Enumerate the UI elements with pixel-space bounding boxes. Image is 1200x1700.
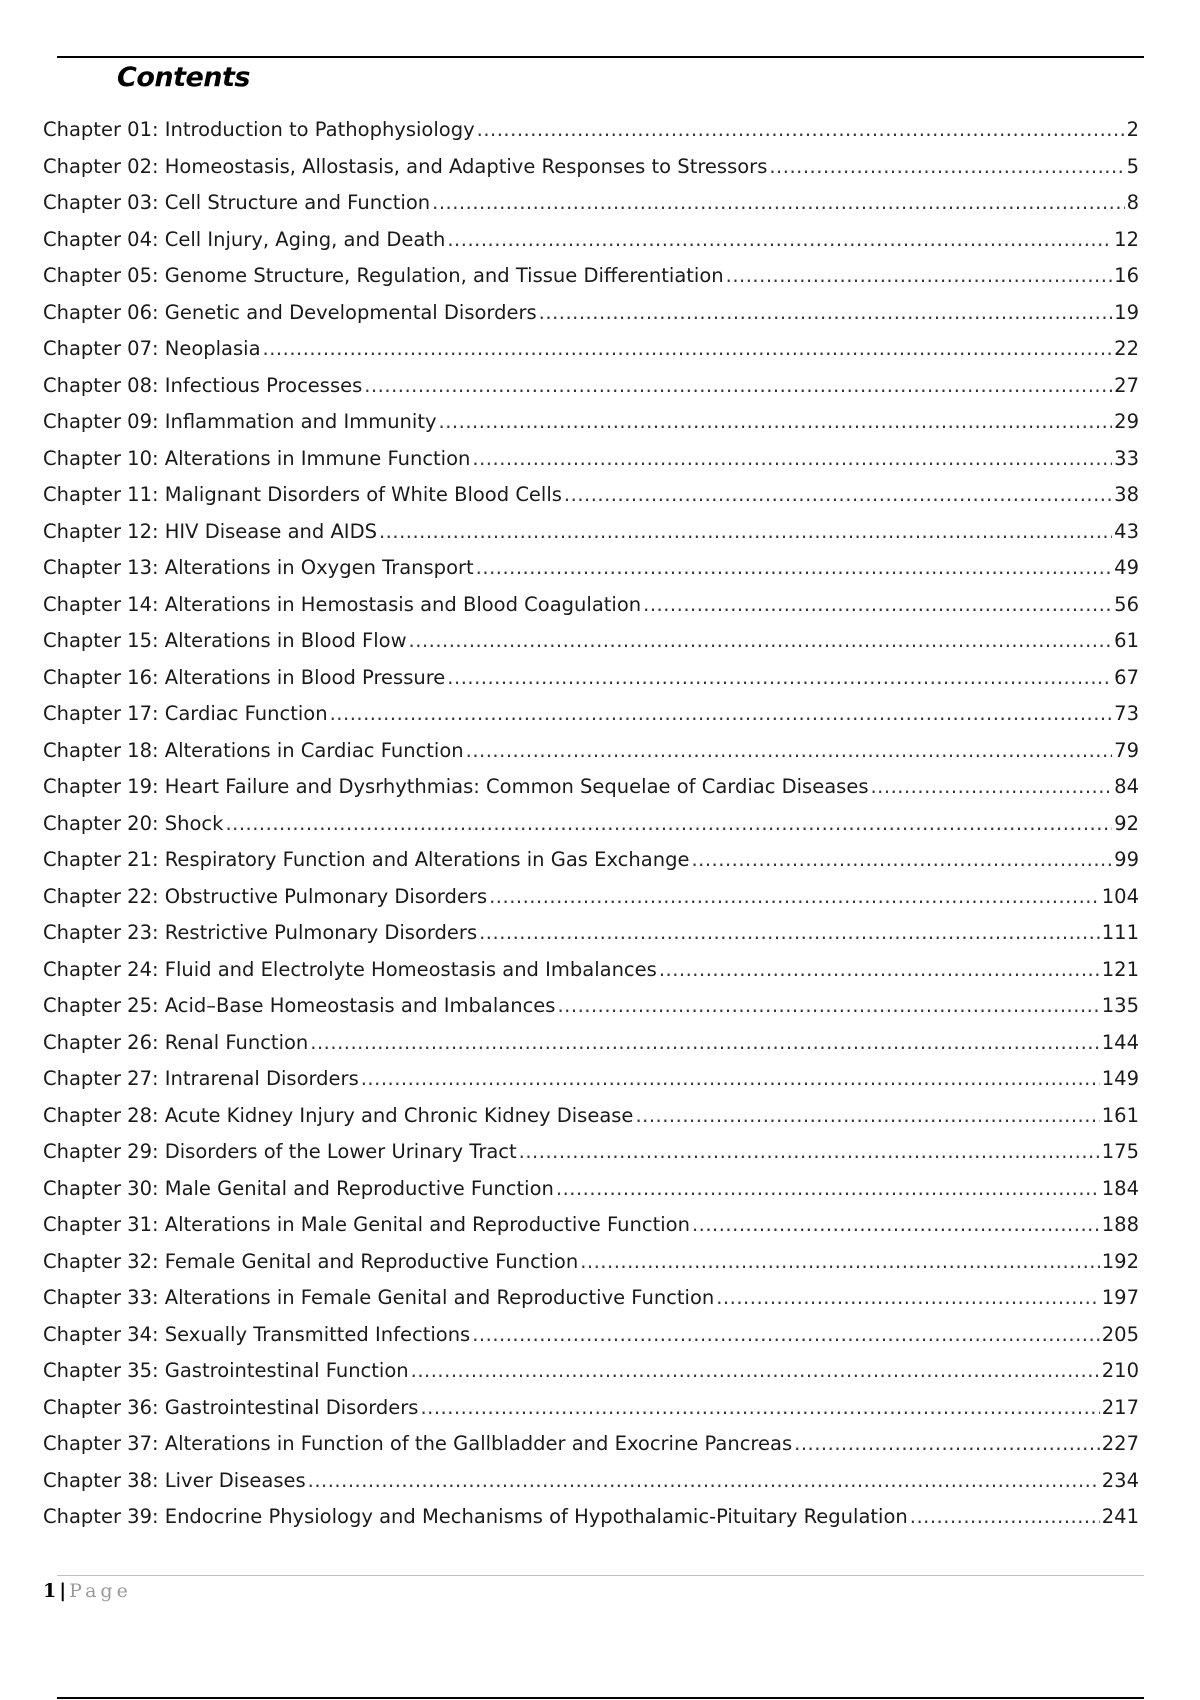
toc-dot-leader [539, 301, 1113, 324]
toc-entry[interactable] [43, 118, 1139, 155]
toc-dot-leader [794, 1432, 1100, 1455]
toc-dot-leader [489, 885, 1100, 908]
toc-entry-title: Chapter 17: Cardiac Function [43, 702, 328, 725]
toc-entry[interactable] [43, 228, 1139, 265]
toc-entry-page-number: 19 [1114, 300, 1139, 324]
toc-entry-title: Chapter 29: Disorders of the Lower Urinary Tract [43, 1140, 517, 1163]
toc-entry-title: Chapter 13: Alterations in Oxygen Transport [43, 556, 474, 579]
toc-entry[interactable] [43, 1286, 1139, 1323]
toc-entry-page-number: 79 [1114, 738, 1139, 762]
toc-dot-leader [411, 1359, 1100, 1382]
toc-entry[interactable] [43, 666, 1139, 703]
toc-entry[interactable] [43, 1323, 1139, 1360]
toc-entry-title: Chapter 22: Obstructive Pulmonary Disorders [43, 884, 488, 908]
toc-entry[interactable] [43, 374, 1139, 411]
toc-entry-title: Chapter 08: Infectious Processes [43, 373, 363, 397]
toc-entry-title: Chapter 12: HIV Disease and AIDS [43, 519, 377, 543]
toc-entry-title: Chapter 03: Cell Structure and Function [43, 191, 431, 214]
toc-entry[interactable] [43, 301, 1139, 338]
toc-dot-leader [557, 994, 1099, 1017]
toc-entry-title: Chapter 07: Neoplasia [43, 337, 261, 360]
toc-dot-leader [477, 118, 1125, 141]
toc-entry[interactable] [43, 1469, 1139, 1506]
toc-dot-leader [225, 812, 1112, 835]
toc-dot-leader [447, 666, 1112, 689]
toc-dot-leader [409, 629, 1113, 652]
toc-dot-leader [659, 958, 1100, 981]
toc-entry-page-number: 43 [1114, 519, 1139, 543]
toc-entry-page-number: 33 [1114, 446, 1139, 470]
toc-entry-page-number: 184 [1101, 1176, 1139, 1200]
toc-entry-page-number: 210 [1101, 1359, 1139, 1382]
toc-entry[interactable] [43, 191, 1139, 228]
toc-entry-title: Chapter 05: Genome Structure, Regulation, and Tissue Differentiation [43, 264, 724, 287]
toc-entry-title: Chapter 35: Gastrointestinal Function [43, 1359, 409, 1382]
toc-dot-leader [420, 1396, 1099, 1419]
toc-dot-leader [361, 1067, 1100, 1090]
toc-entry-title: Chapter 23: Restrictive Pulmonary Disorders [43, 921, 478, 944]
toc-entry-page-number: 12 [1114, 227, 1139, 251]
toc-entry-page-number: 135 [1101, 994, 1139, 1017]
page-footer [43, 1580, 132, 1602]
toc-entry-page-number: 29 [1114, 410, 1139, 433]
toc-entry-page-number: 227 [1101, 1432, 1139, 1455]
toc-entry[interactable] [43, 739, 1139, 776]
toc-entry-title: Chapter 39: Endocrine Physiology and Mechanisms of Hypothalamic-Pituitary Regulation [43, 1505, 908, 1528]
toc-entry[interactable] [43, 994, 1139, 1031]
toc-entry-page-number: 175 [1101, 1140, 1139, 1163]
toc-entry-page-number: 149 [1101, 1067, 1139, 1090]
toc-dot-leader [691, 848, 1112, 871]
toc-entry[interactable] [43, 1432, 1139, 1469]
toc-entry[interactable] [43, 1505, 1139, 1542]
toc-entry-page-number: 205 [1101, 1322, 1139, 1346]
toc-entry[interactable] [43, 1177, 1139, 1214]
toc-entry-page-number: 104 [1101, 884, 1139, 908]
toc-entry-page-number: 188 [1101, 1213, 1139, 1236]
toc-entry-title: Chapter 31: Alterations in Male Genital and Reproductive Function [43, 1213, 690, 1236]
toc-entry-title: Chapter 32: Female Genital and Reproductive Function [43, 1249, 579, 1273]
toc-entry-title: Chapter 09: Inflammation and Immunity [43, 410, 437, 433]
toc-dot-leader [635, 1104, 1099, 1127]
toc-dot-leader [479, 921, 1100, 944]
toc-entry-title: Chapter 36: Gastrointestinal Disorders [43, 1395, 419, 1419]
toc-entry-title: Chapter 25: Acid–Base Homeostasis and Imbalances [43, 994, 556, 1017]
toc-entry[interactable] [43, 264, 1139, 301]
toc-entry[interactable] [43, 848, 1139, 885]
toc-entry-title: Chapter 02: Homeostasis, Allostasis, and Adaptive Responses to Stressors [43, 154, 768, 178]
toc-entry-page-number: 16 [1114, 264, 1139, 287]
toc-dot-leader [472, 1323, 1100, 1346]
toc-entry-title: Chapter 33: Alterations in Female Genital and Reproductive Function [43, 1286, 715, 1309]
toc-entry-page-number: 111 [1101, 921, 1139, 944]
toc-dot-leader [466, 739, 1113, 762]
toc-entry[interactable] [43, 556, 1139, 593]
toc-entry-page-number: 121 [1101, 957, 1139, 981]
toc-entry[interactable] [43, 1250, 1139, 1287]
toc-dot-leader [476, 556, 1113, 579]
toc-dot-leader [447, 228, 1112, 251]
toc-entry-title: Chapter 18: Alterations in Cardiac Function [43, 738, 464, 762]
toc-entry-title: Chapter 20: Shock [43, 811, 224, 835]
toc-entry-title: Chapter 21: Respiratory Function and Alterations in Gas Exchange [43, 848, 690, 871]
toc-dot-leader [726, 264, 1113, 287]
toc-entry-page-number: 22 [1114, 337, 1139, 360]
page-bottom-rule [57, 1697, 1144, 1699]
toc-dot-leader [364, 374, 1112, 397]
toc-dot-leader [716, 1286, 1100, 1309]
toc-entry-page-number: 84 [1114, 775, 1139, 798]
toc-entry-page-number: 67 [1114, 665, 1139, 689]
footer-page-label: Page [69, 1580, 132, 1602]
toc-entry[interactable] [43, 1067, 1139, 1104]
toc-entry-page-number: 2 [1126, 118, 1139, 141]
toc-dot-leader [580, 1250, 1100, 1273]
toc-entry-title: Chapter 19: Heart Failure and Dysrhythmias: Common Sequelae of Cardiac Diseases [43, 775, 869, 798]
toc-dot-leader [769, 155, 1124, 178]
toc-entry-title: Chapter 16: Alterations in Blood Pressure [43, 665, 446, 689]
toc-entry-title: Chapter 26: Renal Function [43, 1030, 309, 1054]
toc-entry-page-number: 144 [1101, 1030, 1139, 1054]
footer-page-number: 1 [43, 1580, 57, 1602]
toc-entry-title: Chapter 30: Male Genital and Reproductive Function [43, 1176, 554, 1200]
toc-entry[interactable] [43, 921, 1139, 958]
footer-separator: | [59, 1580, 67, 1602]
toc-dot-leader [519, 1140, 1100, 1163]
toc-dot-leader [263, 337, 1113, 360]
toc-entry[interactable] [43, 337, 1139, 374]
toc-entry-page-number: 27 [1114, 373, 1139, 397]
toc-entry-page-number: 8 [1126, 191, 1139, 214]
toc-entry[interactable] [43, 1140, 1139, 1177]
toc-entry-title: Chapter 10: Alterations in Immune Function [43, 446, 471, 470]
toc-dot-leader [379, 520, 1112, 543]
toc-entry[interactable] [43, 593, 1139, 630]
toc-entry[interactable] [43, 1104, 1139, 1141]
footer-rule [57, 1575, 1144, 1576]
toc-entry-page-number: 197 [1101, 1286, 1139, 1309]
toc-entry[interactable] [43, 155, 1139, 192]
toc-entry[interactable] [43, 885, 1139, 922]
toc-dot-leader [439, 410, 1113, 433]
toc-dot-leader [564, 483, 1112, 506]
toc-entry-title: Chapter 34: Sexually Transmitted Infections [43, 1322, 471, 1346]
toc-entry-title: Chapter 24: Fluid and Electrolyte Homeostasis and Imbalances [43, 957, 657, 981]
toc-dot-leader [310, 1031, 1099, 1054]
toc-entry-page-number: 61 [1114, 629, 1139, 652]
toc-dot-leader [472, 447, 1112, 470]
toc-dot-leader [432, 191, 1124, 214]
toc-entry[interactable] [43, 410, 1139, 447]
toc-entry-page-number: 49 [1114, 556, 1139, 579]
toc-entry-page-number: 99 [1114, 848, 1139, 871]
toc-entry[interactable] [43, 1213, 1139, 1250]
toc-entry-title: Chapter 38: Liver Diseases [43, 1468, 306, 1492]
toc-dot-leader [643, 593, 1112, 616]
toc-entry-title: Chapter 14: Alterations in Hemostasis and Blood Coagulation [43, 592, 642, 616]
toc-entry[interactable] [43, 1359, 1139, 1396]
toc-entry-page-number: 5 [1126, 154, 1139, 178]
toc-entry-title: Chapter 01: Introduction to Pathophysiology [43, 118, 475, 141]
toc-entry-page-number: 241 [1101, 1505, 1139, 1528]
header-rule [57, 56, 1144, 58]
toc-dot-leader [308, 1469, 1100, 1492]
toc-dot-leader [870, 775, 1112, 798]
toc-dot-leader [692, 1213, 1100, 1236]
toc-entry[interactable] [43, 520, 1139, 557]
toc-entry-page-number: 92 [1114, 811, 1139, 835]
toc-entry-page-number: 73 [1114, 702, 1139, 725]
toc-entry[interactable] [43, 1396, 1139, 1433]
toc-entry-page-number: 56 [1114, 592, 1139, 616]
toc-entry-title: Chapter 11: Malignant Disorders of White Blood Cells [43, 483, 562, 506]
toc-dot-leader [910, 1505, 1100, 1528]
toc-entry-title: Chapter 27: Intrarenal Disorders [43, 1067, 359, 1090]
toc-dot-leader [330, 702, 1113, 725]
contents-title: Contents [117, 62, 251, 93]
toc-entry[interactable] [43, 1031, 1139, 1068]
toc-entry-page-number: 38 [1114, 483, 1139, 506]
toc-entry[interactable] [43, 775, 1139, 812]
toc-entry[interactable] [43, 483, 1139, 520]
toc-entry-title: Chapter 04: Cell Injury, Aging, and Death [43, 227, 446, 251]
toc-entry[interactable] [43, 447, 1139, 484]
toc-entry-title: Chapter 37: Alterations in Function of the Gallbladder and Exocrine Pancreas [43, 1432, 793, 1455]
toc-entry[interactable] [43, 812, 1139, 849]
toc-entry-page-number: 234 [1101, 1468, 1139, 1492]
toc-dot-leader [556, 1177, 1100, 1200]
toc-entry[interactable] [43, 702, 1139, 739]
table-of-contents [43, 118, 1139, 1542]
toc-entry-page-number: 217 [1101, 1395, 1139, 1419]
toc-entry[interactable] [43, 629, 1139, 666]
toc-entry-page-number: 161 [1101, 1103, 1139, 1127]
toc-entry-title: Chapter 28: Acute Kidney Injury and Chronic Kidney Disease [43, 1103, 634, 1127]
toc-entry-title: Chapter 15: Alterations in Blood Flow [43, 629, 407, 652]
toc-entry-page-number: 192 [1101, 1249, 1139, 1273]
toc-entry-title: Chapter 06: Genetic and Developmental Disorders [43, 300, 537, 324]
toc-entry[interactable] [43, 958, 1139, 995]
